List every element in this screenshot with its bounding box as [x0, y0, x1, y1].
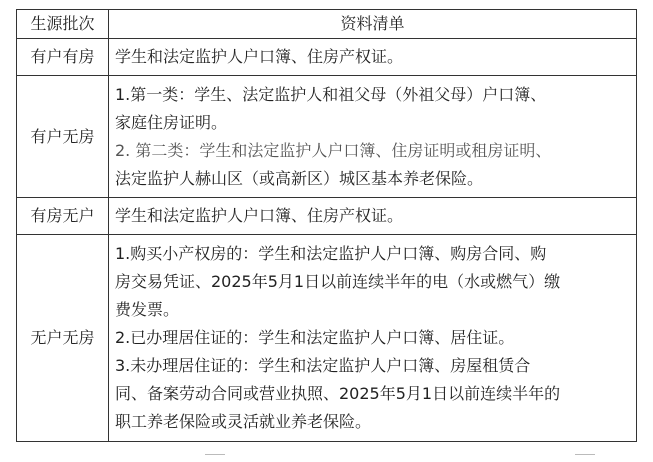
document-line: 1.第一类：学生、法定监护人和祖父母（外祖父母）户口簿、	[115, 84, 547, 104]
header-batch: 生源批次	[17, 10, 109, 39]
row-documents	[109, 39, 637, 76]
document-line: 费发票。	[115, 300, 180, 319]
row-category: 无户无房	[17, 235, 109, 442]
header-documents: 资料清单	[109, 10, 637, 39]
document-line: 学生和法定监护人户口簿、住房产权证。	[115, 47, 404, 66]
document-line: 2. 第二类：学生和法定监护人户口簿、住房证明或租房证明、	[115, 140, 552, 160]
divider	[205, 454, 225, 455]
row-documents	[109, 235, 637, 442]
row-documents	[109, 76, 637, 198]
table-header-row	[17, 10, 637, 39]
document-line: 同、备案劳动合同或营业执照、2025年5月1日以前连续半年的	[115, 384, 561, 403]
row-category: 有户无房	[17, 76, 109, 198]
table-row	[17, 235, 637, 442]
document-line: 2.已办理居住证的：学生和法定监护人户口簿、居住证。	[115, 328, 515, 347]
document-line: 家庭住房证明。	[115, 112, 228, 132]
documents-table	[16, 9, 637, 442]
row-category: 有房无户	[17, 198, 109, 235]
row-category: 有户有房	[17, 39, 109, 76]
divider	[575, 454, 595, 455]
document-line: 职工养老保险或灵活就业养老保险。	[115, 412, 372, 431]
document-line: 房交易凭证、2025年5月1日以前连续半年的电（水或燃气）缴	[115, 272, 561, 291]
table-row	[17, 39, 637, 76]
document-line: 法定监护人赫山区（或高新区）城区基本养老保险。	[115, 168, 484, 188]
document-line: 学生和法定监护人户口簿、住房产权证。	[115, 206, 404, 225]
row-documents	[109, 198, 637, 235]
table-row	[17, 76, 637, 198]
document-line: 1.购买小产权房的：学生和法定监护人户口簿、购房合同、购	[115, 244, 547, 263]
document-line: 3.未办理居住证的：学生和法定监护人户口簿、房屋租赁合	[115, 356, 531, 375]
table-row	[17, 198, 637, 235]
